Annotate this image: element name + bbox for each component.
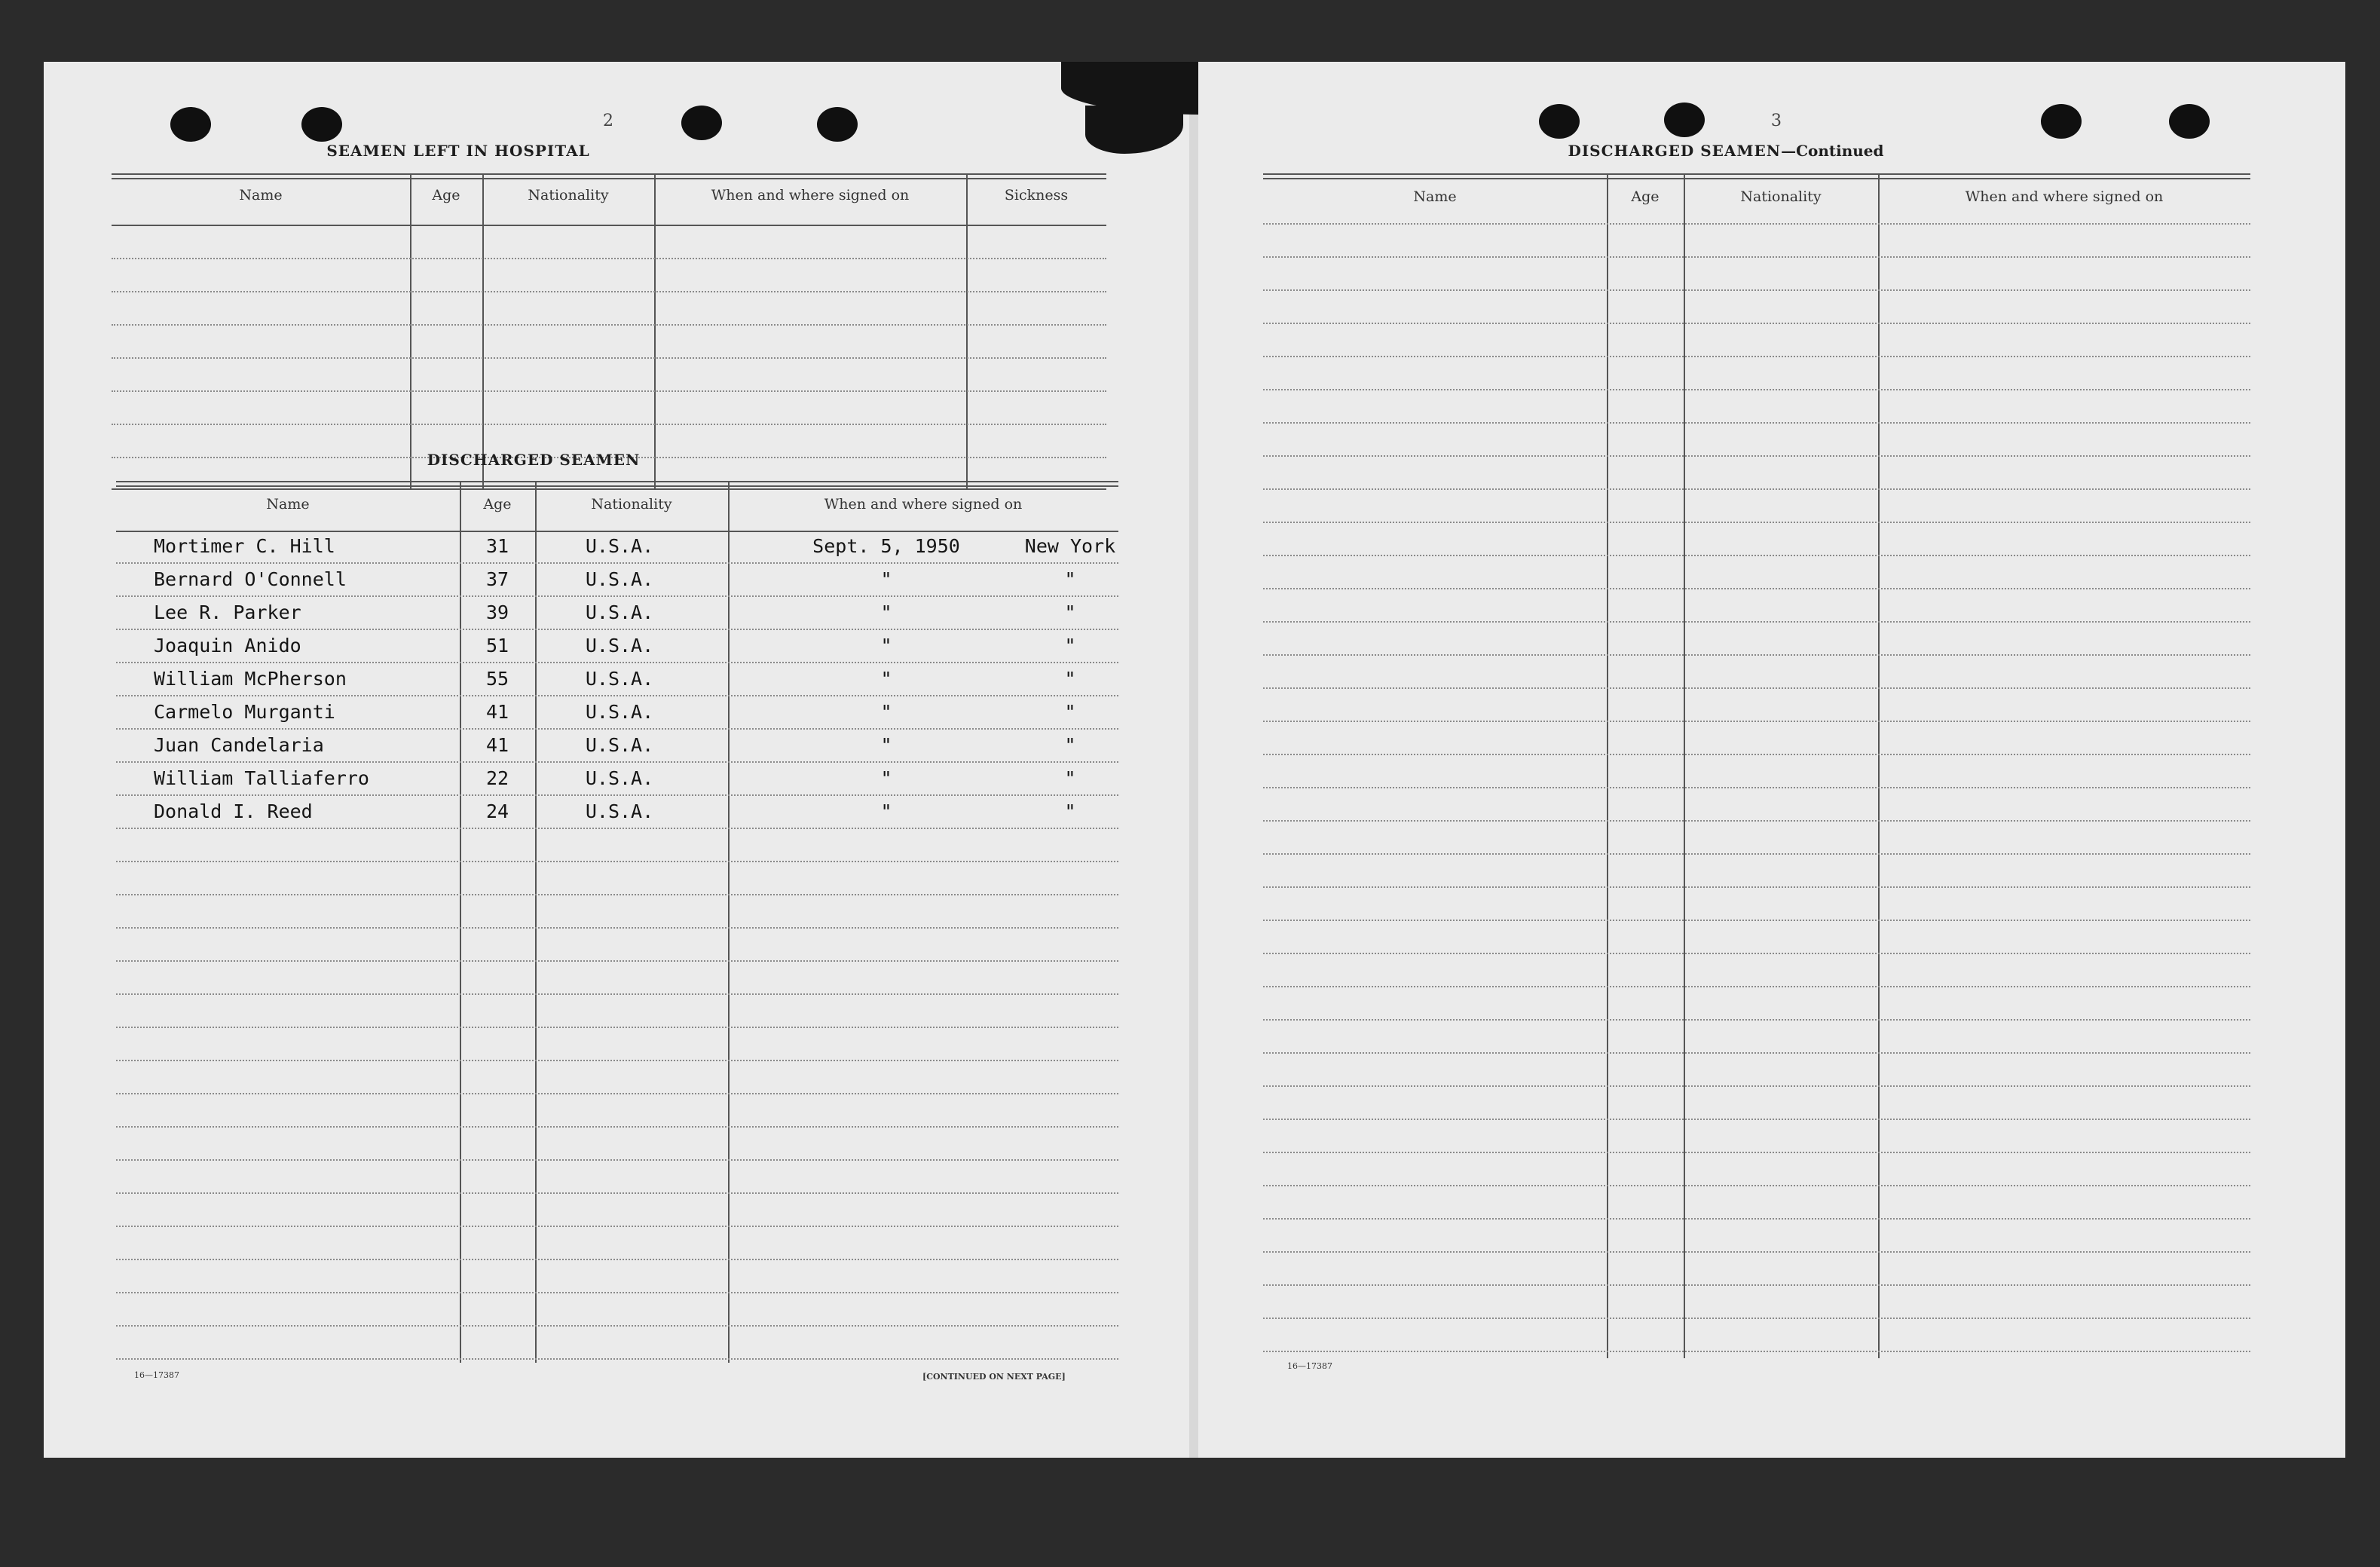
row-rule — [1263, 1119, 2250, 1120]
continued-note: [CONTINUED ON NEXT PAGE] — [922, 1372, 1066, 1382]
cell-where: " — [1064, 601, 1076, 623]
cell-where: " — [1064, 734, 1076, 756]
col-sickness: Sickness — [1004, 187, 1069, 204]
row-rule — [1263, 1251, 2250, 1253]
cell-where: " — [1064, 668, 1076, 690]
row-rule — [116, 894, 1118, 895]
row-rule — [116, 629, 1118, 630]
row-rule — [116, 1358, 1118, 1360]
row-rule — [1263, 522, 2250, 523]
cell-when: " — [880, 734, 892, 756]
row-rule — [116, 1226, 1118, 1227]
cell-where: " — [1064, 800, 1076, 822]
page-number: 3 — [1771, 112, 1782, 130]
punch-hole — [1664, 103, 1705, 137]
title-continued: —Continued — [1781, 142, 1884, 160]
cell-name: Joaquin Anido — [154, 635, 301, 656]
cell-age: 41 — [485, 734, 509, 756]
row-rule — [116, 1325, 1118, 1327]
row-rule — [116, 595, 1118, 597]
row-rule — [116, 927, 1118, 929]
row-rule — [1263, 621, 2250, 623]
col-nationality: Nationality — [528, 187, 609, 204]
left-page — [44, 62, 1191, 1458]
row-rule — [1263, 1185, 2250, 1186]
cell-age: 31 — [485, 535, 509, 557]
row-rule — [116, 993, 1118, 995]
row-rule — [1263, 588, 2250, 589]
cell-age: 37 — [485, 568, 509, 590]
cell-name: William McPherson — [154, 668, 347, 690]
row-rule — [116, 960, 1118, 962]
col-when-where: When and where signed on — [824, 496, 1023, 513]
row-rule — [1263, 389, 2250, 390]
form-number: 16—17387 — [1287, 1361, 1332, 1371]
form-number: 16—17387 — [134, 1370, 179, 1380]
row-rule — [116, 1093, 1118, 1094]
cell-when: Sept. 5, 1950 — [812, 535, 960, 557]
col-age: Age — [1631, 188, 1660, 205]
row-rule — [1263, 721, 2250, 722]
cell-where: New York — [1024, 535, 1116, 557]
row-rule — [116, 662, 1118, 663]
col-name: Name — [1413, 188, 1457, 205]
row-rule — [116, 728, 1118, 730]
row-rule — [1263, 754, 2250, 755]
cell-name: Carmelo Murganti — [154, 701, 335, 723]
row-rule — [116, 1159, 1118, 1161]
cell-where: " — [1064, 568, 1076, 590]
row-rule — [112, 424, 1106, 425]
row-rule — [1263, 455, 2250, 457]
row-rule — [116, 794, 1118, 796]
cell-when: " — [880, 701, 892, 723]
punch-hole — [681, 106, 722, 140]
col-nationality: Nationality — [591, 496, 672, 513]
discharged-table — [116, 481, 1118, 1363]
cell-name: Juan Candelaria — [154, 734, 324, 756]
cell-name: Lee R. Parker — [154, 601, 301, 623]
row-rule — [112, 390, 1106, 392]
cell-nationality: U.S.A. — [585, 734, 654, 756]
row-rule — [1263, 1152, 2250, 1153]
row-rule — [1263, 787, 2250, 788]
punch-hole — [301, 107, 342, 142]
row-rule — [112, 258, 1106, 259]
row-rule — [116, 828, 1118, 829]
punch-hole — [2169, 104, 2210, 139]
row-rule — [1263, 422, 2250, 424]
row-rule — [1263, 853, 2250, 855]
row-rule — [116, 1060, 1118, 1061]
cell-name: Bernard O'Connell — [154, 568, 347, 590]
punch-hole — [1539, 104, 1580, 139]
cell-nationality: U.S.A. — [585, 535, 654, 557]
row-rule — [1263, 953, 2250, 954]
cell-name: Donald I. Reed — [154, 800, 313, 822]
punch-hole — [817, 107, 858, 142]
row-rule — [1263, 1085, 2250, 1087]
row-rule — [1263, 1318, 2250, 1319]
row-rule — [112, 324, 1106, 326]
row-rule — [1263, 1052, 2250, 1054]
col-name: Name — [266, 496, 310, 513]
cell-nationality: U.S.A. — [585, 701, 654, 723]
row-rule — [116, 861, 1118, 862]
col-age: Age — [483, 496, 512, 513]
cell-where: " — [1064, 635, 1076, 656]
punch-hole — [170, 107, 211, 142]
row-rule — [1263, 654, 2250, 656]
right-page — [1198, 62, 2345, 1458]
row-rule — [1263, 488, 2250, 490]
title-main: DISCHARGED SEAMEN — [1568, 142, 1782, 160]
row-rule — [116, 1259, 1118, 1260]
row-rule — [116, 1192, 1118, 1194]
cell-nationality: U.S.A. — [585, 601, 654, 623]
row-rule — [1263, 555, 2250, 556]
row-rule — [1263, 920, 2250, 921]
cell-when: " — [880, 568, 892, 590]
col-name: Name — [239, 187, 283, 204]
cell-when: " — [880, 668, 892, 690]
col-age: Age — [432, 187, 460, 204]
row-rule — [112, 291, 1106, 292]
row-rule — [116, 1027, 1118, 1028]
row-rule — [116, 1126, 1118, 1128]
row-rule — [116, 695, 1118, 696]
row-rule — [1263, 687, 2250, 689]
row-rule — [116, 761, 1118, 763]
discharged-continued-title — [1537, 142, 1914, 160]
cell-where: " — [1064, 767, 1076, 789]
row-rule — [1263, 356, 2250, 357]
cell-nationality: U.S.A. — [585, 635, 654, 656]
row-rule — [1263, 323, 2250, 324]
hospital-table — [112, 173, 1106, 490]
cell-when: " — [880, 601, 892, 623]
cell-nationality: U.S.A. — [585, 668, 654, 690]
discharged-continued-table — [1263, 173, 2250, 1358]
cell-nationality: U.S.A. — [585, 767, 654, 789]
cell-name: William Talliaferro — [154, 767, 369, 789]
row-rule — [1263, 1284, 2250, 1286]
row-rule — [1263, 1218, 2250, 1220]
row-rule — [116, 562, 1118, 564]
row-rule — [1263, 1019, 2250, 1021]
cell-age: 51 — [485, 635, 509, 656]
cell-nationality: U.S.A. — [585, 568, 654, 590]
row-rule — [1263, 986, 2250, 987]
cell-name: Mortimer C. Hill — [154, 535, 335, 557]
row-rule — [1263, 223, 2250, 225]
cell-when: " — [880, 800, 892, 822]
cell-when: " — [880, 767, 892, 789]
row-rule — [1263, 289, 2250, 291]
row-rule — [116, 1292, 1118, 1293]
page-number: 2 — [603, 112, 613, 130]
discharged-section-title: DISCHARGED SEAMEN — [427, 451, 641, 469]
row-rule — [1263, 256, 2250, 258]
cell-nationality: U.S.A. — [585, 800, 654, 822]
cell-age: 24 — [485, 800, 509, 822]
cell-age: 55 — [485, 668, 509, 690]
col-when-where: When and where signed on — [1965, 188, 2164, 205]
cell-age: 39 — [485, 601, 509, 623]
cell-age: 41 — [485, 701, 509, 723]
hospital-section-title: SEAMEN LEFT IN HOSPITAL — [326, 142, 590, 160]
row-rule — [1263, 1351, 2250, 1352]
cell-age: 22 — [485, 767, 509, 789]
cell-where: " — [1064, 701, 1076, 723]
punch-hole — [2041, 104, 2082, 139]
col-nationality: Nationality — [1740, 188, 1822, 205]
row-rule — [1263, 820, 2250, 822]
col-when-where: When and where signed on — [711, 187, 910, 204]
row-rule — [112, 357, 1106, 359]
row-rule — [1263, 886, 2250, 888]
cell-when: " — [880, 635, 892, 656]
